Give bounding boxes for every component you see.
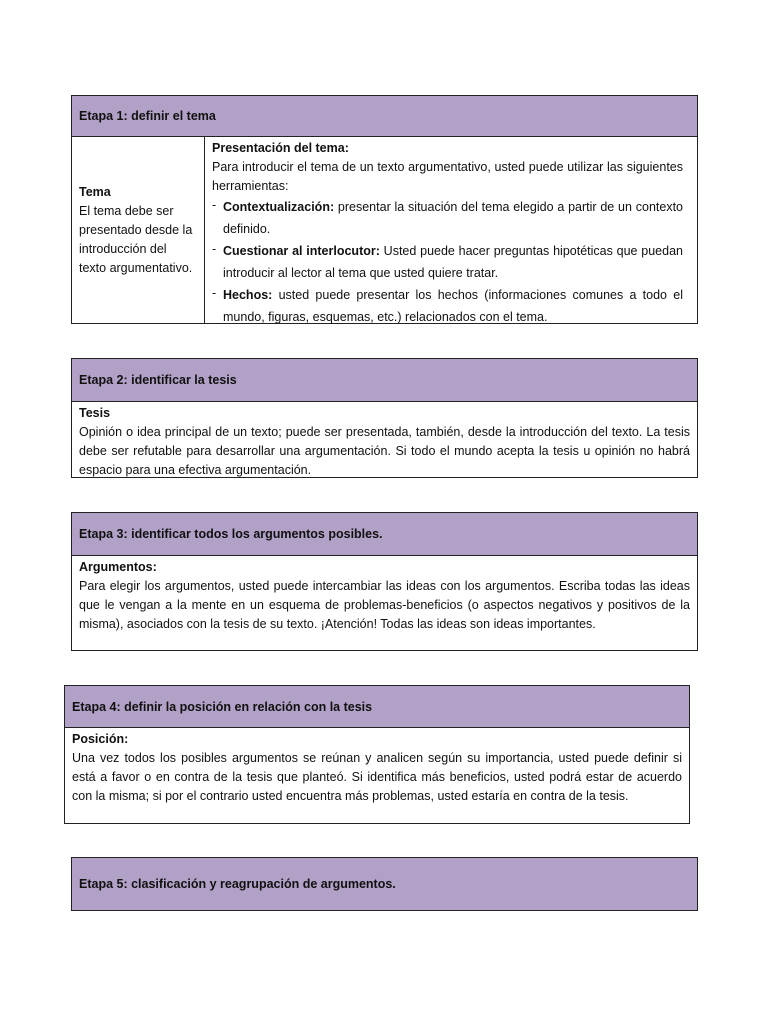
stage4-title: Posición: bbox=[72, 732, 129, 746]
stage1-right-title: Presentación del tema: bbox=[212, 141, 349, 155]
stage3-text: Para elegir los argumentos, usted puede intercambiar las ideas con los argumentos. Escriba todas las ideas que le vengan a la mente en un esquema de problemas-beneficios (o aspectos negativos y positivos de la misma), asociados con la tesis de su texto. ¡Atención! Todas las ideas son ideas importantes. bbox=[79, 579, 690, 631]
stage1-right-cell bbox=[205, 137, 697, 324]
stage1-table bbox=[71, 95, 698, 324]
bullet-desc: usted puede presentar los hechos (informaciones comunes a todo el mundo, figuras, esquemas, etc.) relacionados con el tema. bbox=[223, 288, 683, 324]
bullet-dash: - bbox=[212, 198, 217, 212]
bullet-desc: presentar la situación del tema elegido a partir de un contexto definido. bbox=[223, 200, 683, 236]
bullet-dash: - bbox=[212, 286, 217, 300]
stage3-header: Etapa 3: identificar todos los argumentos posibles. bbox=[72, 513, 697, 556]
bullet-term: Cuestionar al interlocutor: bbox=[223, 244, 380, 258]
bullet-desc: Usted puede hacer preguntas hipotéticas que puedan introducir al lector al tema que usted quiere tratar. bbox=[223, 244, 683, 280]
stage5-table bbox=[71, 857, 698, 911]
bullet-text bbox=[223, 196, 683, 240]
stage3-body bbox=[72, 556, 697, 636]
bullet-term: Hechos: bbox=[223, 288, 273, 302]
stage3-title: Argumentos: bbox=[79, 560, 157, 574]
stage4-text: Una vez todos los posibles argumentos se reúnan y analicen según su importancia, usted puede definir si está a favor o en contra de la tesis que planteó. Si identifica más beneficios, usted podrá estar de acuerdo con la misma; si por el contrario usted encuentra más problemas, usted estaría en contra de la tesis. bbox=[72, 751, 682, 803]
stage4-body bbox=[65, 728, 689, 808]
bullet-term: Contextualización: bbox=[223, 200, 335, 214]
stage1-left-title: Tema bbox=[79, 185, 111, 199]
stage2-body bbox=[72, 402, 697, 482]
stage2-header: Etapa 2: identificar la tesis bbox=[72, 359, 697, 402]
stage1-bullet bbox=[212, 240, 683, 284]
stage1-row bbox=[72, 137, 697, 324]
stage1-left-cell bbox=[72, 137, 205, 324]
bullet-text bbox=[223, 284, 683, 328]
stage1-left-text: El tema debe ser presentado desde la introducción del texto argumentativo. bbox=[79, 204, 193, 275]
stage4-table bbox=[64, 685, 690, 824]
bullet-dash: - bbox=[212, 242, 217, 256]
stage3-table bbox=[71, 512, 698, 651]
stage1-right-intro: Para introducir el tema de un texto argumentativo, usted puede utilizar las siguientes herramientas: bbox=[212, 160, 683, 193]
stage2-table bbox=[71, 358, 698, 478]
bullet-text bbox=[223, 240, 683, 284]
stage1-bullet bbox=[212, 196, 683, 240]
stage1-bullet bbox=[212, 284, 683, 328]
stage4-header: Etapa 4: definir la posición en relación con la tesis bbox=[65, 686, 689, 728]
stage2-text: Opinión o idea principal de un texto; puede ser presentada, también, desde la introducción del texto. La tesis debe ser refutable para desarrollar una argumentación. Si todo el mundo acepta la tesis u opinión no habrá espacio para una efectiva argumentación. bbox=[79, 425, 690, 477]
stage2-title: Tesis bbox=[79, 406, 111, 420]
stage1-header: Etapa 1: definir el tema bbox=[72, 96, 697, 137]
stage5-header: Etapa 5: clasificación y reagrupación de argumentos. bbox=[72, 858, 697, 910]
